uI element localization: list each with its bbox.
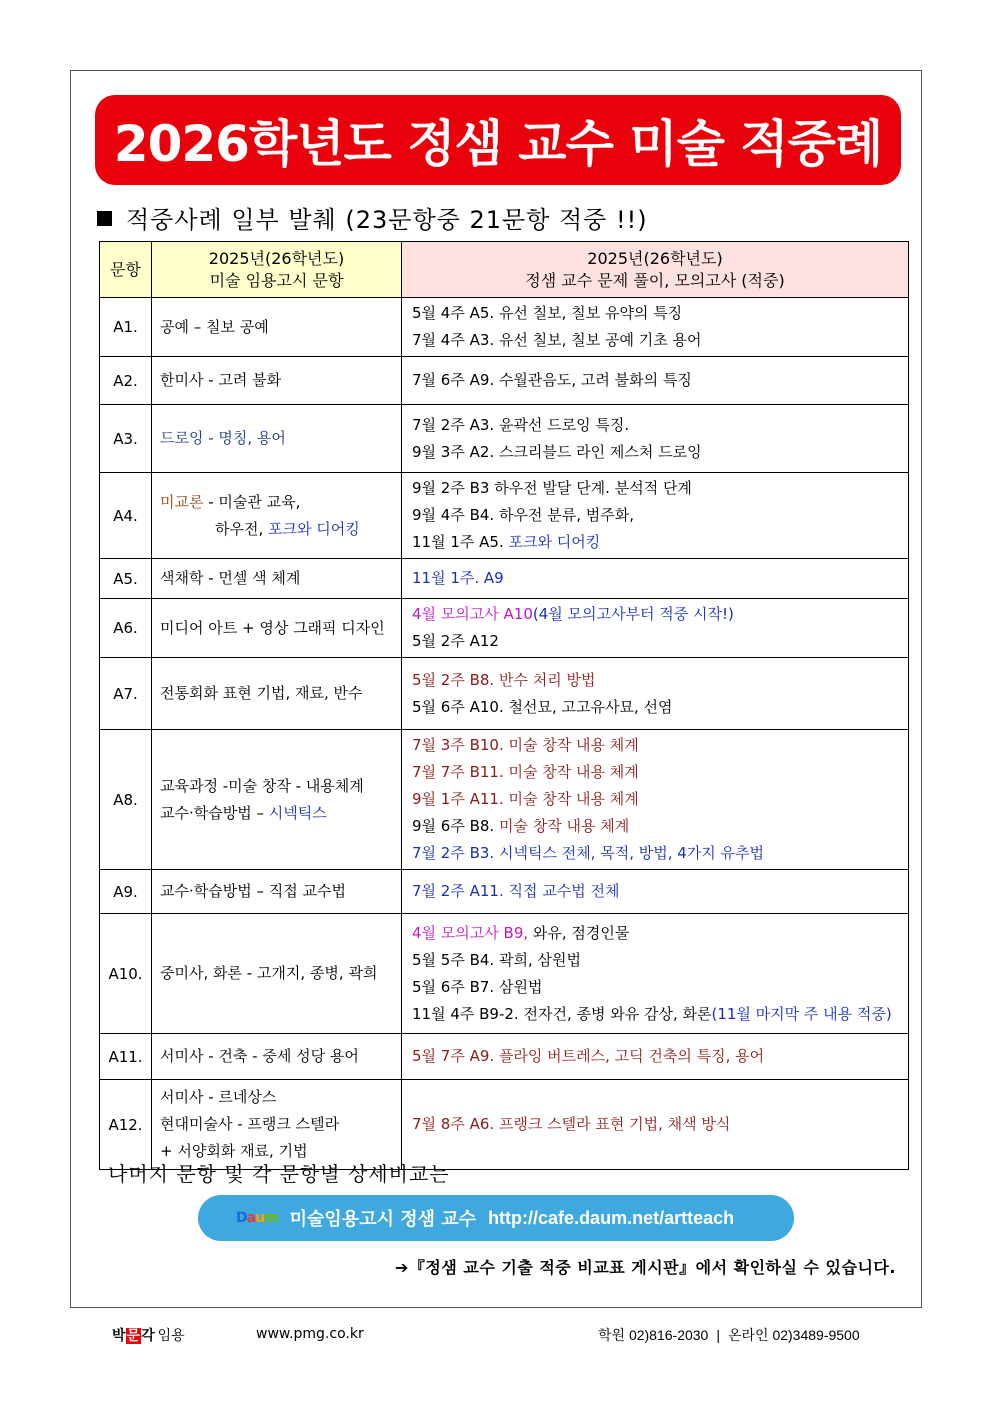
professor-match <box>402 599 909 658</box>
exam-topic <box>152 298 402 357</box>
exam-topic-text: 시넥틱스 <box>268 803 327 822</box>
exam-topic-line <box>160 425 393 452</box>
logo-char-2: 문 <box>126 1328 141 1344</box>
cafe-url-link[interactable]: http://cafe.daum.net/artteach <box>488 1207 735 1228</box>
professor-match-line <box>412 786 898 813</box>
exam-topic-text: 서미사 - 건축 - 중세 성당 용어 <box>160 1047 359 1065</box>
header-professor-match <box>402 242 909 298</box>
header-exam-line1: 2025년(26학년도) <box>208 248 345 268</box>
exam-topic <box>152 357 402 405</box>
exam-topic-text: 교육과정 -미술 창작 - 내용체계 <box>160 776 364 795</box>
exam-topic-text: 드로잉 - 명칭, 용어 <box>160 429 286 447</box>
academy-phone: 학원 02)816-2030 <box>598 1327 709 1343</box>
exam-topic-text: 색채학 - 먼셀 색 체계 <box>160 569 301 587</box>
exam-topic-line <box>160 516 393 543</box>
exam-topic <box>152 658 402 730</box>
exam-topic-line <box>160 367 393 394</box>
professor-match-text: 7월 8주 A6. 프랭크 스텔라 표현 기법, 채색 방식 <box>412 1115 731 1133</box>
table-row <box>100 357 909 405</box>
professor-match-line <box>412 1001 898 1028</box>
title-banner <box>95 95 901 185</box>
exam-topic-text: 포크와 디어킹 <box>268 519 360 538</box>
professor-match <box>402 730 909 870</box>
professor-match-line <box>412 947 898 974</box>
exam-topic-line <box>160 960 393 987</box>
exam-topic-text: 미디어 아트 + 영상 그래픽 디자인 <box>160 618 385 637</box>
professor-match-line <box>412 601 898 628</box>
professor-match-line <box>412 529 898 556</box>
exam-topic <box>152 870 402 914</box>
exam-topic-line <box>160 565 393 592</box>
professor-match-line <box>412 732 898 759</box>
question-number: A3. <box>100 405 152 473</box>
question-number: A7. <box>100 658 152 730</box>
question-number: A6. <box>100 599 152 658</box>
exam-topic-line <box>160 680 393 707</box>
professor-match-line <box>412 667 898 694</box>
table-row <box>100 298 909 357</box>
professor-match-text: 7월 6주 A9. 수월관음도, 고려 불화의 특징 <box>412 371 692 389</box>
professor-match-line <box>412 412 898 439</box>
online-phone: 온라인 02)3489-9500 <box>727 1327 860 1343</box>
exam-topic-line <box>160 1111 393 1138</box>
table-row <box>100 1080 909 1170</box>
exam-topic-text: 미교론 <box>160 492 204 511</box>
exam-topic-text: + 서양회화 재료, 기법 <box>160 1142 308 1160</box>
table-body <box>100 298 909 1170</box>
question-number: A9. <box>100 870 152 914</box>
question-number: A11. <box>100 1034 152 1080</box>
page-title: 2026학년도 정샘 교수 미술 적중례 <box>113 115 883 173</box>
question-number: A4. <box>100 473 152 559</box>
professor-match <box>402 870 909 914</box>
professor-match-line <box>412 628 898 655</box>
professor-match-text: 포크와 디어킹 <box>508 533 601 551</box>
exam-topic-line <box>160 1084 393 1111</box>
professor-match-line <box>412 920 898 947</box>
question-number: A2. <box>100 357 152 405</box>
exam-topic <box>152 1080 402 1170</box>
table-row <box>100 870 909 914</box>
table-row <box>100 405 909 473</box>
professor-match <box>402 1034 909 1080</box>
logo-char-1: 박 <box>112 1328 126 1344</box>
contact-separator: | <box>716 1327 720 1343</box>
professor-match-line <box>412 367 898 394</box>
exam-topic-line <box>160 314 393 341</box>
professor-match-line <box>412 475 898 502</box>
professor-match <box>402 357 909 405</box>
professor-match-text: (11월 마지막 주 내용 적중) <box>711 1004 892 1023</box>
exam-topic <box>152 1034 402 1080</box>
table-row <box>100 730 909 870</box>
professor-match-text: 5월 4주 A5. 유선 칠보, 칠보 유약의 특징 <box>412 304 683 322</box>
professor-match-text: 7월 7주 B11. 미술 창작 내용 체계 <box>412 763 639 781</box>
exam-topic-text: 공예 – 칠보 공예 <box>160 317 269 336</box>
section-heading-text: 적중사례 일부 발췌 (23문항중 21문항 적중 !!) <box>126 206 648 234</box>
professor-match-line <box>412 565 898 592</box>
exam-topic-text: 서미사 - 르네상스 <box>160 1088 277 1106</box>
professor-match-text: 미술 창작 내용 체계 <box>498 817 630 835</box>
professor-match-line <box>412 840 898 867</box>
table-row <box>100 658 909 730</box>
professor-match-line <box>412 1111 898 1138</box>
professor-match <box>402 473 909 559</box>
exam-topic-text: 중미사, 화론 - 고개지, 종병, 곽희 <box>160 964 378 982</box>
professor-match-text: 7월 2주 B3. 시넥틱스 전체, 목적, 방법, 4가지 유추법 <box>412 844 765 862</box>
professor-match-text: 9월 1주 A11. 미술 창작 내용 체계 <box>412 790 639 808</box>
exam-topic-text: 교수·학습방법 – 직접 교수법 <box>160 882 346 900</box>
professor-match-text: 5월 2주 B8. 반수 처리 방법 <box>412 670 596 689</box>
exam-topic <box>152 914 402 1034</box>
professor-match-line <box>412 694 898 721</box>
exam-topic <box>152 730 402 870</box>
professor-match-text: 5월 2주 A12 <box>412 632 499 650</box>
exam-topic-line <box>160 615 393 642</box>
table-row <box>100 1034 909 1080</box>
question-number: A8. <box>100 730 152 870</box>
professor-match <box>402 559 909 599</box>
publisher-logo <box>112 1325 185 1345</box>
comparison-table <box>99 241 909 1170</box>
professor-match-text: 7월 4주 A3. 유선 칠보, 칠보 공예 기초 용어 <box>412 331 702 349</box>
exam-topic-text: 전통회화 표현 기법, 재료, 반수 <box>160 684 363 702</box>
exam-topic-text: 하우전, <box>215 519 269 538</box>
exam-topic-text: 한미사 - 고려 불화 <box>160 371 282 389</box>
professor-match-text: 4월 모의고사 B9, <box>412 923 529 942</box>
professor-match <box>402 914 909 1034</box>
section-heading <box>97 200 648 235</box>
remaining-details-text: 나머지 문항 및 각 문항별 상세비교는 <box>108 1162 450 1186</box>
professor-match-line <box>412 759 898 786</box>
professor-match-text: 11월 1주. A9 <box>412 569 504 587</box>
question-number: A1. <box>100 298 152 357</box>
table-row <box>100 914 909 1034</box>
exam-topic <box>152 473 402 559</box>
header-exam-line2: 미술 임용고시 문항 <box>209 270 344 290</box>
professor-match-text: 5월 7주 A9. 플라잉 버트레스, 고딕 건축의 특징, 용어 <box>412 1047 765 1065</box>
daum-logo: Daum <box>236 1210 278 1226</box>
professor-match-text: 4월 모의고사 A10 <box>412 605 533 623</box>
professor-match-text: 와유, 점경인물 <box>528 923 630 942</box>
professor-match-text: 5월 6주 B7. 삼원법 <box>412 977 543 996</box>
professor-match-text: 7월 3주 B10. 미술 창작 내용 체계 <box>412 736 639 754</box>
exam-topic-line <box>160 773 393 800</box>
square-bullet-icon <box>97 211 112 226</box>
professor-match-text: 9월 6주 B8. <box>412 817 499 835</box>
professor-match-text: 5월 6주 A10. 철선묘, 고고유사묘, 선염 <box>412 697 673 716</box>
professor-match <box>402 298 909 357</box>
exam-topic-line <box>160 1043 393 1070</box>
professor-match-text: 7월 2주 A11. 직접 교수법 전체 <box>412 882 620 900</box>
professor-match-line <box>412 974 898 1001</box>
footer-website[interactable]: www.pmg.co.kr <box>256 1326 364 1342</box>
exam-topic <box>152 599 402 658</box>
professor-match-text: 9월 2주 B3 하우전 발달 단계. 분석적 단계 <box>412 479 692 497</box>
exam-topic-line <box>160 800 393 827</box>
exam-topic <box>152 559 402 599</box>
professor-match-line <box>412 813 898 840</box>
professor-match-line <box>412 502 898 529</box>
exam-topic-text: 교수·학습방법 – <box>160 803 269 822</box>
table-row <box>100 599 909 658</box>
professor-match-text: 9월 3주 A2. 스크리블드 라인 제스처 드로잉 <box>412 442 702 461</box>
professor-match-text: 5월 5주 B4. 곽희, 삼원법 <box>412 950 581 969</box>
professor-match <box>402 1080 909 1170</box>
professor-match-line <box>412 439 898 466</box>
exam-topic-text: - 미술관 교육, <box>203 492 301 511</box>
question-number: A5. <box>100 559 152 599</box>
table-row <box>100 559 909 599</box>
logo-sub: 임용 <box>157 1328 185 1344</box>
confirm-board-text: ➔『정샘 교수 기출 적중 비교표 게시판』에서 확인하실 수 있습니다. <box>395 1258 896 1277</box>
professor-match-line <box>412 1043 898 1070</box>
professor-match <box>402 658 909 730</box>
exam-topic-line <box>160 878 393 905</box>
professor-match-text: 9월 4주 B4. 하우전 분류, 범주화, <box>412 506 634 524</box>
exam-topic-text: 현대미술사 - 프랭크 스텔라 <box>160 1115 340 1133</box>
exam-topic <box>152 405 402 473</box>
professor-match-text: 11월 1주 A5. <box>412 533 509 551</box>
footer-contact <box>598 1325 860 1345</box>
cafe-label: 미술임용고시 정샘 교수 <box>289 1209 477 1230</box>
header-question-number: 문항 <box>100 242 152 298</box>
exam-topic-line <box>160 489 393 516</box>
cafe-link-button[interactable] <box>198 1195 794 1241</box>
question-number: A12. <box>100 1080 152 1170</box>
question-number: A10. <box>100 914 152 1034</box>
header-exam-question <box>152 242 402 298</box>
header-prof-line1: 2025년(26학년도) <box>587 248 723 268</box>
professor-match-line <box>412 327 898 354</box>
header-prof-line2: 정샘 교수 문제 풀이, 모의고사 (적중) <box>525 270 785 290</box>
professor-match-line <box>412 878 898 905</box>
professor-match-text: 11월 4주 B9-2. 전자건, 종병 와유 감상, 화론 <box>412 1004 712 1023</box>
professor-match <box>402 405 909 473</box>
professor-match-line <box>412 300 898 327</box>
professor-match-text: (4월 모의고사부터 적중 시작!) <box>532 605 734 623</box>
table-row <box>100 473 909 559</box>
professor-match-text: 7월 2주 A3. 윤곽선 드로잉 특징. <box>412 415 630 434</box>
logo-char-3: 각 <box>141 1328 155 1344</box>
